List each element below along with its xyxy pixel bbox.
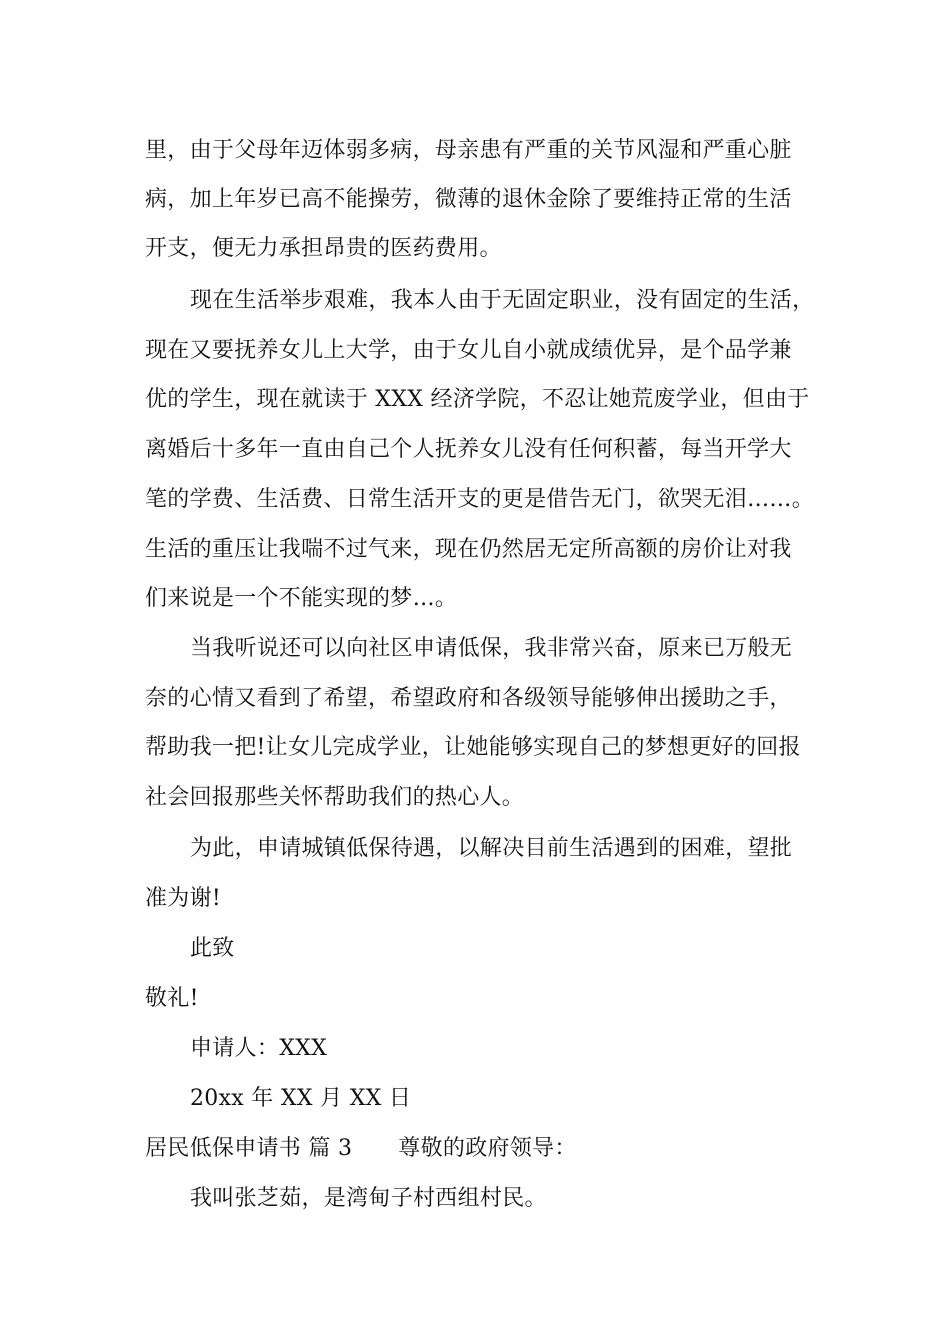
paragraph-line: 现在又要抚养女儿上大学，由于女儿自小就成绩优异，是个品学兼 bbox=[145, 338, 792, 363]
salutation: 尊敬的政府领导： bbox=[398, 1136, 577, 1161]
paragraph-line: 离婚后十多年一直由自己个人抚养女儿没有任何积蓄，每当开学大 bbox=[145, 437, 792, 462]
paragraph-line: 奈的心情又看到了希望，希望政府和各级领导能够伸出援助之手， bbox=[145, 686, 792, 711]
paragraph-line: 笔的学费、生活费、日常生活开支的更是借告无门，欲哭无泪……。 bbox=[145, 487, 815, 512]
date-line: 20xx 年 XX 月 XX 日 bbox=[190, 1086, 412, 1111]
closing-jingli: 敬礼! bbox=[145, 986, 199, 1011]
applicant-line: 申请人：XXX bbox=[190, 1036, 328, 1061]
paragraph-line: 们来说是一个不能实现的梦…。 bbox=[145, 586, 458, 611]
paragraph-line: 优的学生，现在就读于 XXX 经济学院，不忍让她荒废学业，但由于 bbox=[145, 387, 810, 412]
paragraph-line: 现在生活举步艰难，我本人由于无固定职业，没有固定的生活， bbox=[190, 288, 815, 313]
section-title: 居民低保申请书 篇 3 bbox=[145, 1136, 353, 1161]
paragraph-line: 帮助我一把!让女儿完成学业，让她能够实现自己的梦想更好的回报 bbox=[145, 735, 801, 760]
paragraph-line: 生活的重压让我喘不过气来，现在仍然居无定所高额的房价让对我 bbox=[145, 537, 792, 562]
section-heading-line bbox=[145, 1134, 577, 1164]
paragraph-line: 为此，申请城镇低保待遇，以解决目前生活遇到的困难，望批 bbox=[190, 836, 793, 861]
paragraph-line: 开支，便无力承担昂贵的医药费用。 bbox=[145, 236, 502, 261]
paragraph-line: 病，加上年岁已高不能操劳，微薄的退休金除了要维持正常的生活 bbox=[145, 187, 792, 212]
closing-cizhi: 此致 bbox=[190, 936, 235, 961]
paragraph-line: 里，由于父母年迈体弱多病，母亲患有严重的关节风湿和严重心脏 bbox=[145, 138, 792, 163]
paragraph-line: 准为谢! bbox=[145, 886, 222, 911]
paragraph-line: 社会回报那些关怀帮助我们的热心人。 bbox=[145, 785, 525, 810]
paragraph-line: 当我听说还可以向社区申请低保，我非常兴奋，原来已万般无 bbox=[190, 636, 793, 661]
paragraph-line: 我叫张芝茹，是湾甸子村西组村民。 bbox=[190, 1186, 547, 1211]
